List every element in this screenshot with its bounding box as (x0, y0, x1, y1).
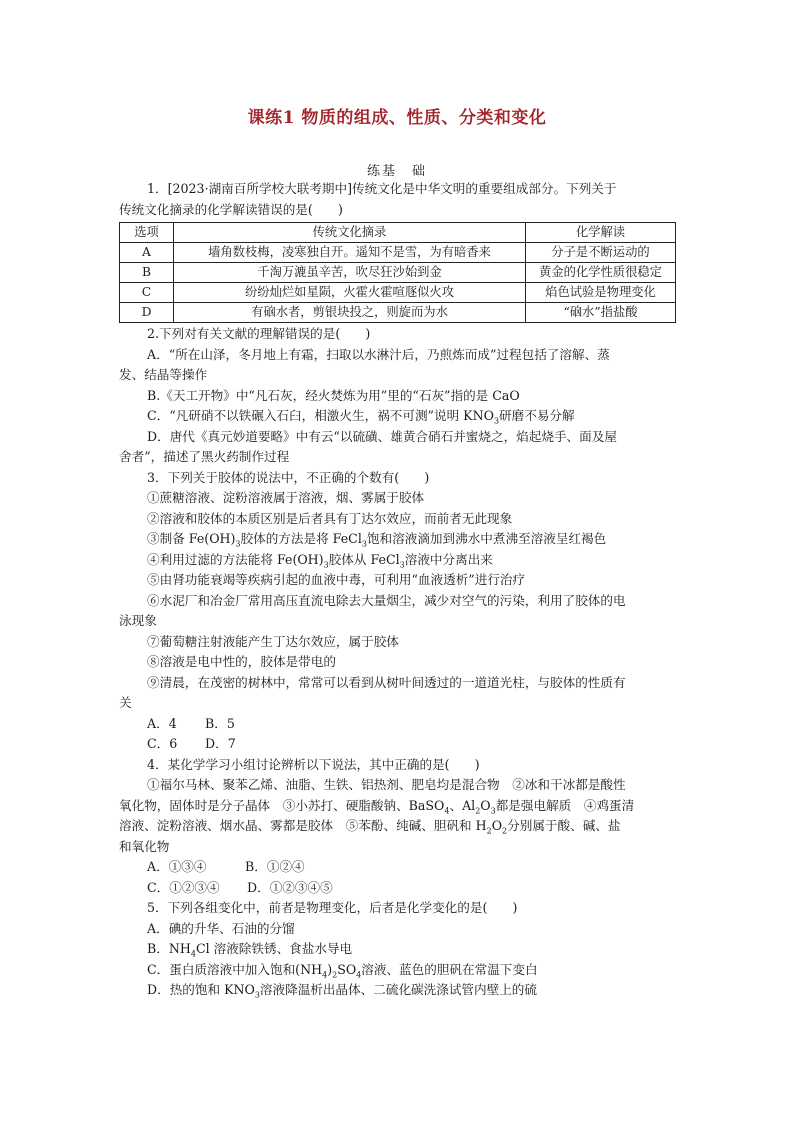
q2-option-d-line1: D．唐代《真元妙道要略》中有云“以硫磺、雄黄合硝石并蜜烧之，焰起烧手、面及屋 (147, 428, 617, 444)
q3-statement: ⑤由肾功能衰竭等疾病引起的血液中毒，可利用“血液透析”进行治疗 (147, 572, 526, 587)
q5-option-b: B．$NH_4Cl$ 溶液除铁锈、食盐水导电 (147, 941, 353, 959)
q3-statement-cont: 关 (119, 695, 132, 710)
table-row (120, 283, 676, 303)
q3-option-b: B．5 (205, 715, 235, 731)
q2-option-c: C．“凡研硝不以铁碾入石臼，相激火生，祸不可测”说明 $KNO_3$研磨不易分解 (147, 408, 575, 426)
q3-statement: ⑦葡萄糖注射液能产生丁达尔效应，属于胶体 (147, 633, 399, 649)
table-cell: C (120, 283, 174, 303)
table-cell: 焰色试验是物理变化 (526, 283, 676, 303)
q4-stem: 4．某化学学习小组讨论辨析以下说法，其中正确的是( ) (147, 756, 480, 772)
q4-statements-line1: ①福尔马林、聚苯乙烯、油脂、生铁、铝热剂、肥皂均是混合物 ②冰和干冰都是酸性 (147, 777, 626, 792)
table-header-cell: 选项 (120, 223, 174, 243)
q5-stem: 5．下列各组变化中，前者是物理变化，后者是化学变化的是( ) (147, 900, 518, 915)
q3-statement: ④利用过滤的方法能将 $Fe(OH)_3$胶体从 FeCl$_3$溶液中分离出来 (147, 551, 493, 570)
q2-option-b: B.《天工开物》中“凡石灰，经火焚炼为用”里的“石灰”指的是 CaO (147, 387, 520, 403)
table-cell: 纷纷灿烂如星陨，火霍火霍喧豗似火攻 (174, 283, 526, 303)
q4-option-c: C．①②③④ (147, 879, 220, 895)
q5-option-c: C．蛋白质溶液中加入饱和$(NH_4)_2SO_4$溶液、蓝色的胆矾在常温下变白 (147, 961, 538, 980)
table-cell: A (120, 243, 174, 263)
q4-options-row1 (119, 857, 675, 878)
table-header-cell: 传统文化摘录 (174, 223, 526, 243)
q4-statements-line2: 氧化物，固体时是分子晶体 ③小苏打、硬脂酸钠、BaSO$_4$、$Al_2O_3$都是强电解质 ④鸡蛋清 (119, 797, 635, 816)
q3-option-d: D．7 (205, 736, 236, 751)
q4-option-d: D．①②③④⑤ (247, 879, 333, 895)
q4-option-a: A．①③④ (147, 859, 207, 874)
table-cell: 有硇水者，剪银块投之，则旋而为水 (174, 303, 526, 323)
table-cell: 分子是不断运动的 (526, 243, 676, 263)
q1-stem-line1: 1．[2023·湖南百所学校大联考期中]传统文化是中华文明的重要组成部分。下列关于 (147, 181, 617, 196)
q2-option-a-line2: 发、结晶等操作 (119, 367, 208, 382)
q3-option-c: C．6 (147, 736, 178, 751)
q3-stem: 3．下列关于胶体的说法中，不正确的个数有( ) (147, 469, 430, 485)
q3-option-a: A．4 (147, 715, 177, 731)
table-cell: “硇水”指盐酸 (526, 303, 676, 323)
table-cell: D (120, 303, 174, 323)
table-cell: 墙角数枝梅，凌寒独自开。遥知不是雪，为有暗香来 (174, 243, 526, 263)
q4-options-row2 (119, 878, 675, 899)
q3-statement: ②溶液和胶体的本质区别是后者具有丁达尔效应，而前者无此现象 (147, 510, 513, 526)
q3-options-row2 (119, 734, 675, 755)
page-title: 课练1 物质的组成、性质、分类和变化 (247, 108, 547, 128)
q1-table (119, 222, 676, 323)
q5-option-d: D．热的饱和 $KNO_3$溶液降温析出晶体、二硫化碳洗涤试管内壁上的硫 (147, 982, 537, 1000)
q2-stem: 2.下列对有关文献的理解错误的是( ) (147, 326, 371, 341)
q3-statement: ③制备 $Fe(OH)_3$胶体的方法是将 FeCl$_3$饱和溶液滴加到沸水中煮沸至溶液呈红褐色 (147, 531, 607, 549)
table-cell: 千淘万漉虽辛苦，吹尽狂沙始到金 (174, 263, 526, 283)
q4-option-b: B．①②④ (245, 859, 305, 874)
table-cell: 黄金的化学性质很稳定 (526, 263, 676, 283)
table-header-row (120, 223, 676, 243)
q3-statement: ⑨清晨，在茂密的树林中，常常可以看到从树叶间透过的一道道光柱，与胶体的性质有 (147, 674, 626, 690)
q4-statements-line3: 溶液、淀粉溶液、烟水晶、雾都是胶体 ⑤苯酚、纯碱、胆矾和 $H_2O_2$分别属于酸、碱、盐 (119, 818, 621, 836)
q2-option-d-line2: 舍者”，描述了黑火药制作过程 (119, 449, 290, 464)
section-heading: 练基 础 (366, 164, 427, 179)
q3-statement: ⑧溶液是电中性的，胶体是带电的 (147, 654, 336, 669)
q2-option-a-line1: A．“所在山泽，冬月地上有霜，扫取以水淋汁后，乃煎炼而成”过程包括了溶解、蒸 (147, 346, 610, 362)
q3-statement: ⑥水泥厂和冶金厂常用高压直流电除去大量烟尘，减少对空气的污染，利用了胶体的电 (147, 592, 626, 608)
q5-option-a: A．碘的升华、石油的分馏 (147, 920, 295, 936)
table-row (120, 243, 676, 263)
table-row (120, 263, 676, 283)
q1-stem-line2: 传统文化摘录的化学解读错误的是( ) (119, 201, 343, 217)
table-cell: B (120, 263, 174, 283)
table-row (120, 303, 676, 323)
q3-statement-cont: 泳现象 (119, 613, 157, 628)
question-content (119, 179, 675, 1001)
q3-statement: ①蔗糖溶液、淀粉溶液属于溶液，烟、雾属于胶体 (147, 490, 425, 505)
table-header-cell: 化学解读 (526, 223, 676, 243)
q4-statements-line4: 和氧化物 (119, 838, 170, 854)
q3-options-row1 (119, 714, 675, 735)
